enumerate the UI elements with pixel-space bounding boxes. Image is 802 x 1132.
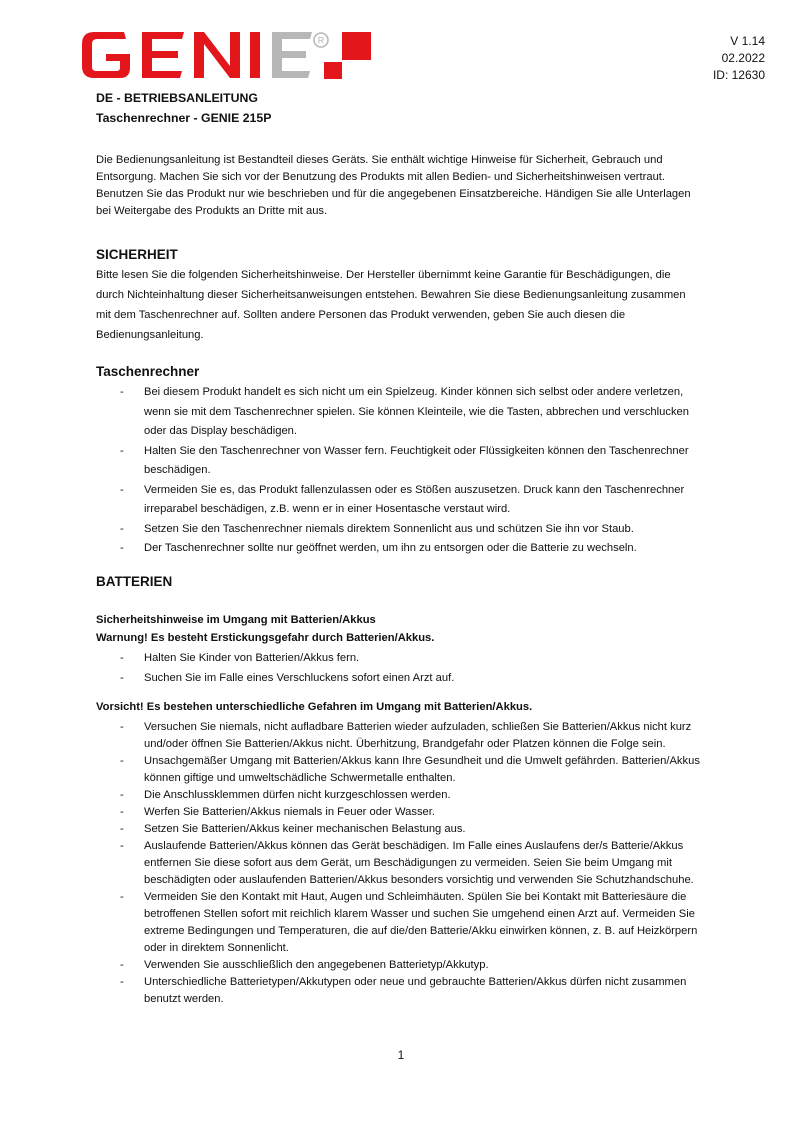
calculator-list bbox=[96, 383, 708, 559]
list-item: - Verwenden Sie ausschließlich den angegebenen Batterietyp/Akkutyp. bbox=[120, 959, 489, 971]
list-item: - Die Anschlussklemmen dürfen nicht kurzgeschlossen werden. bbox=[120, 789, 451, 801]
page-number: 1 bbox=[397, 1048, 405, 1062]
caution-list bbox=[96, 719, 708, 1008]
calculator-heading: Taschenrechner bbox=[96, 364, 200, 379]
title-line-1: DE - BETRIEBSANLEITUNG bbox=[96, 91, 258, 105]
genie-logo bbox=[80, 28, 380, 84]
list-item: - Bei diesem Produkt handelt es sich nicht um ein Spielzeug. Kinder können sich selbst oder andere verletzen, wenn sie mit dem Taschenrechner spielen. Sie können Kleinteile, wie die Tasten, abbrechen und verschlucken oder das Display beschädigen. bbox=[120, 386, 689, 437]
warning-line: Warnung! Es besteht Erstickungsgefahr durch Batterien/Akkus. bbox=[96, 632, 435, 644]
warning-list bbox=[96, 648, 708, 688]
list-item: - Setzen Sie den Taschenrechner niemals direktem Sonnenlicht aus und schützen Sie ihn vor Staub. bbox=[120, 522, 634, 535]
list-item: - Suchen Sie im Falle eines Verschluckens sofort einen Arzt auf. bbox=[120, 672, 455, 684]
safety-paragraph: Bitte lesen Sie die folgenden Sicherheitshinweise. Der Hersteller übernimmt keine Garantie für Beschädigungen, die durch Nichteinhaltung dieser Sicherheitsanweisungen entstehen. Bewahren Sie diese Bedienungsanleitung zusammen mit dem Taschenrechner auf. Sollten andere Personen das Produkt verwenden, geben Sie auch diesen die Bedienungsanleitung. bbox=[96, 269, 686, 341]
list-item: - Unsachgemäßer Umgang mit Batterien/Akkus kann Ihre Gesundheit und die Umwelt gefährden. Batterien/Akkus können giftige und umweltschädliche Schwermetalle enthalten. bbox=[120, 755, 700, 784]
list-item: - Halten Sie Kinder von Batterien/Akkus fern. bbox=[120, 652, 360, 664]
list-item: - Setzen Sie Batterien/Akkus keiner mechanischen Belastung aus. bbox=[120, 823, 466, 835]
caution-line: Vorsicht! Es bestehen unterschiedliche Gefahren im Umgang mit Batterien/Akkus. bbox=[96, 701, 533, 713]
list-item: - Halten Sie den Taschenrechner von Wasser fern. Feuchtigkeit oder Flüssigkeiten können den Taschenrechner beschädigen. bbox=[120, 444, 689, 476]
list-item: - Vermeiden Sie es, das Produkt fallenzulassen oder es Stößen auszusetzen. Druck kann den Taschenrechner irreparabel beschädigen, z.B. wenn er in einer Hosentasche verstaut wird. bbox=[120, 483, 685, 515]
version-label: V 1.14 bbox=[730, 34, 765, 48]
date-label: 02.2022 bbox=[721, 51, 765, 65]
list-item: - Versuchen Sie niemals, nicht aufladbare Batterien wieder aufzuladen, schließen Sie Batterien/Akkus nicht kurz und/oder öffnen Sie Batterien/Akkus nicht. Überhitzung, Brandgefahr oder Platzen können die Folge sein. bbox=[120, 721, 692, 750]
batteries-subheading: Sicherheitshinweise im Umgang mit Batterien/Akkus bbox=[96, 614, 376, 626]
list-item: - Werfen Sie Batterien/Akkus niemals in Feuer oder Wasser. bbox=[120, 806, 435, 818]
svg-text:R: R bbox=[317, 35, 325, 46]
version-block bbox=[713, 33, 765, 84]
list-item: - Auslaufende Batterien/Akkus können das Gerät beschädigen. Im Falle eines Auslaufens der/s Batterie/Akkus entfernen Sie diese sofort aus dem Gerät, um Beschädigungen zu vermeiden. Seien Sie beim Umgang mit beschädigten oder auslaufenden Batterien/Akkus besonders vorsichtig und verwenden Sie Schutzhandschuhe. bbox=[120, 840, 694, 886]
list-item: - Unterschiedliche Batterietypen/Akkutypen oder neue und gebrauchte Batterien/Akkus dürfen nicht zusammen benutzt werden. bbox=[120, 976, 687, 1005]
list-item: - Vermeiden Sie den Kontakt mit Haut, Augen und Schleimhäuten. Spülen Sie bei Kontakt mit Batteriesäure die betroffenen Stellen sofort mit reichlich klarem Wasser und suchen Sie umgehend einen Arzt auf. Vermeiden Sie extreme Bedingungen und Temperaturen, die auf die/den Batterie/Akku einwirken können, z. B. auf Heizkörpern oder in direktem Sonnenlicht. bbox=[120, 891, 698, 954]
title-line-2: Taschenrechner - GENIE 215P bbox=[96, 111, 272, 125]
id-label: ID: 12630 bbox=[712, 68, 765, 82]
safety-heading: SICHERHEIT bbox=[96, 247, 178, 262]
batteries-heading: BATTERIEN bbox=[96, 574, 173, 589]
registered-icon bbox=[314, 33, 328, 47]
intro-paragraph: Die Bedienungsanleitung ist Bestandteil dieses Geräts. Sie enthält wichtige Hinweise für Sicherheit, Gebrauch und Entsorgung. Machen Sie sich vor der Benutzung des Produkts mit allen Bedien- und Sicherheitshinweisen vertraut. Benutzen Sie das Produkt nur wie beschrieben und für die angegebenen Einsatzbereiche. Händigen Sie alle Unterlagen bei Weitergabe des Produkts an Dritte mit aus. bbox=[96, 154, 691, 217]
list-item: - Der Taschenrechner sollte nur geöffnet werden, um ihn zu entsorgen oder die Batterie zu wechseln. bbox=[120, 542, 637, 554]
document-title bbox=[96, 88, 696, 128]
